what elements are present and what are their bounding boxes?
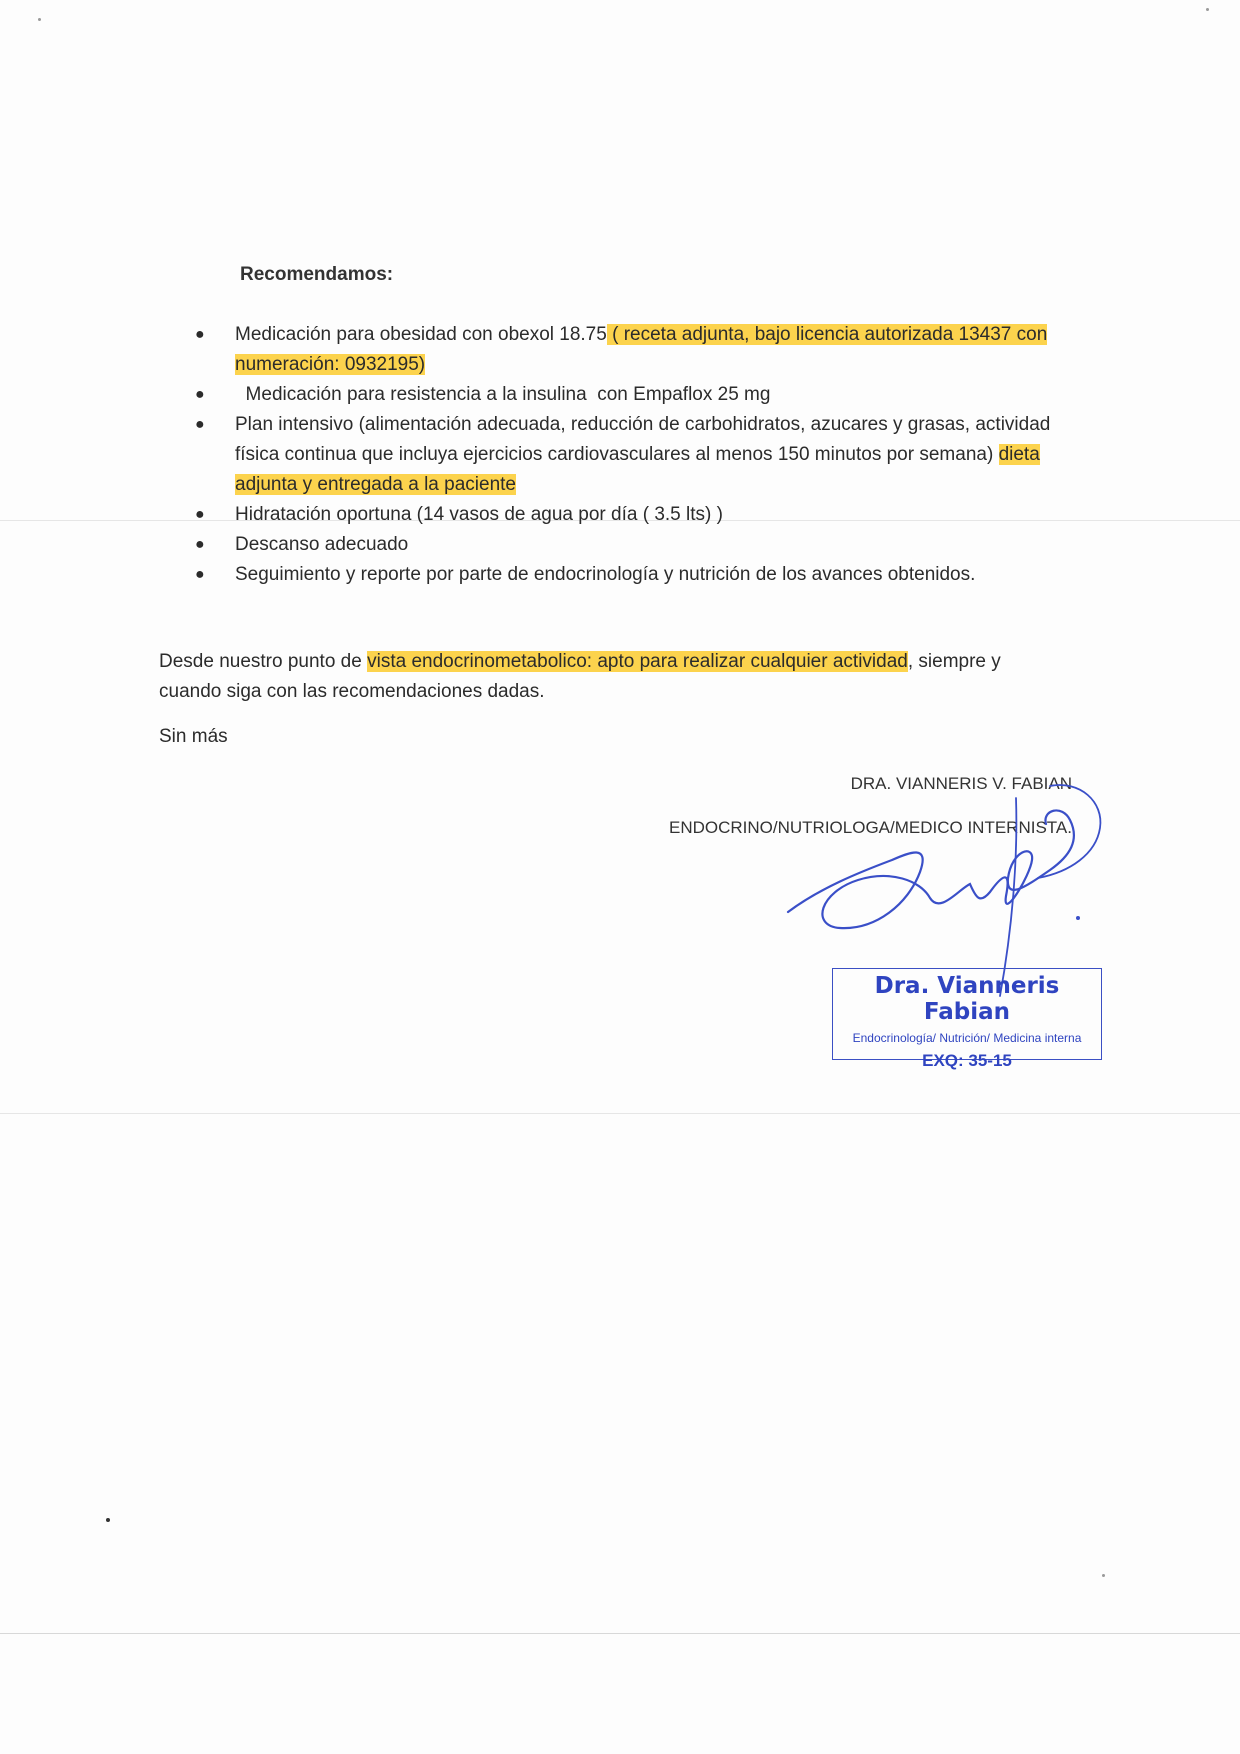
bullet-icon: ● (195, 416, 205, 433)
conclusion-suffix: , siempre y cuando siga con las recomendaciones dadas. (159, 651, 1001, 702)
scan-speck (106, 1518, 110, 1522)
stamp-specialty: Endocrinología/ Nutrición/ Medicina interna (852, 1031, 1082, 1045)
conclusion-highlight: vista endocrinometabolico: apto para realizar cualquier actividad (367, 651, 908, 672)
bullet-icon: ● (195, 326, 205, 343)
signer-name: DRA. VIANNERIS V. FABIAN (850, 774, 1072, 793)
recommendations-list (195, 320, 1095, 590)
scan-speck (1102, 1574, 1105, 1577)
paper-fold-line (0, 1113, 1240, 1114)
bullet-icon: ● (195, 536, 205, 553)
recommendation-text: Medicación para obesidad con obexol 18.75 (235, 324, 607, 345)
conclusion-paragraph (159, 647, 1039, 707)
stamp-registration: EXQ: 35-15 (922, 1051, 1012, 1070)
stamp-name: Dra. Vianneris Fabian (874, 973, 1060, 1025)
doctor-stamp (832, 968, 1102, 1070)
handwritten-signature (780, 780, 1120, 1000)
recommendation-text: Medicación para resistencia a la insulina con Empaflox 25 mg (235, 384, 771, 405)
list-item (195, 560, 1095, 590)
scan-speck (1206, 8, 1209, 11)
recommendation-highlight: dieta adjunta y entregada a la paciente (235, 444, 1040, 495)
scan-speck (38, 18, 41, 21)
signer-title: ENDOCRINO/NUTRIOLOGA/MEDICO INTERNISTA. (669, 818, 1072, 837)
list-item (195, 410, 1095, 500)
closing-text: Sin más (159, 726, 228, 747)
recommendations-heading: Recomendamos: (240, 264, 394, 285)
recommendation-text: Hidratación oportuna (14 vasos de agua por día ( 3.5 lts) ) (235, 504, 723, 525)
conclusion-prefix: Desde nuestro punto de (159, 651, 368, 672)
recommendation-highlight: ( receta adjunta, bajo licencia autorizada 13437 con numeración: 0932195) (235, 324, 1048, 375)
recommendation-text: Plan intensivo (alimentación adecuada, reducción de carbohidratos, azucares y grasas, actividad física continua que incluya ejercicios cardiovasculares al menos 150 minutos por semana) (235, 414, 1051, 465)
list-item (195, 530, 1095, 560)
recommendation-text: Descanso adecuado (235, 534, 409, 555)
list-item (195, 380, 1095, 410)
bullet-icon: ● (195, 386, 205, 403)
bullet-icon: ● (195, 566, 205, 583)
paper-edge-line (0, 1633, 1240, 1634)
list-item (195, 500, 1095, 530)
recommendation-text: Seguimiento y reporte por parte de endocrinología y nutrición de los avances obtenidos. (235, 564, 976, 585)
list-item (195, 320, 1095, 380)
bullet-icon: ● (195, 506, 205, 523)
